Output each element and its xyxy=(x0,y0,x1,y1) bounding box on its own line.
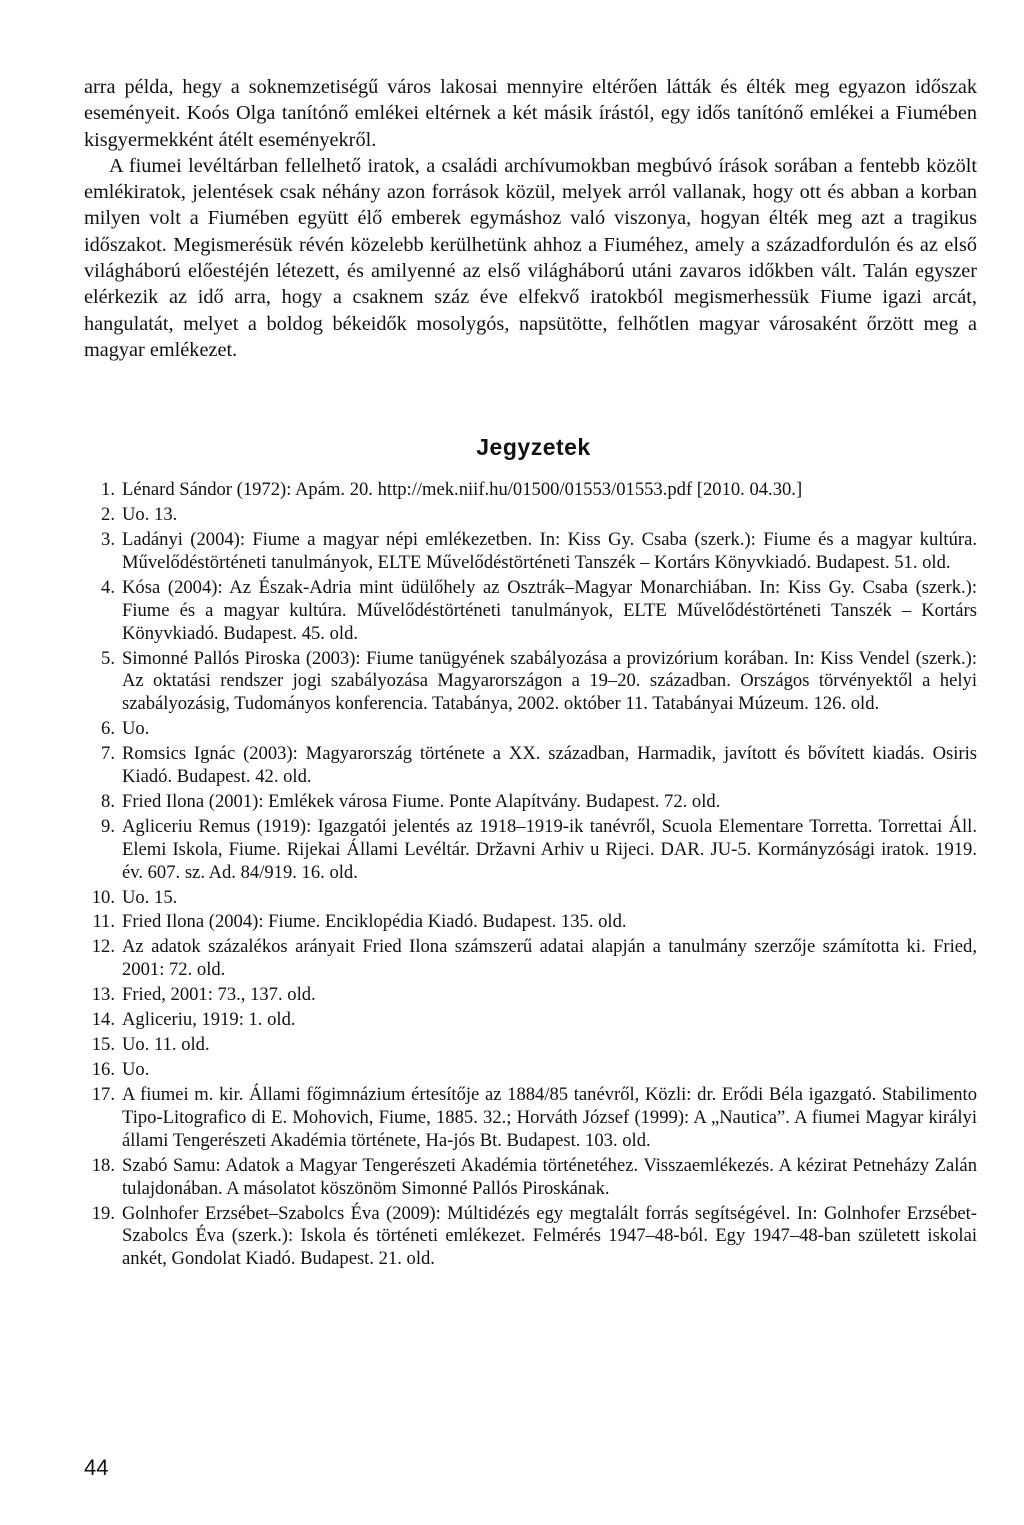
note-item xyxy=(84,1059,977,1082)
note-number: 15. xyxy=(91,1034,115,1056)
note-number: 10. xyxy=(91,886,115,908)
note-text: Agliceriu Remus (1919): Igazgatói jelentés az 1918–1919-ik tanévről, Scuola Elementare Torretta. Torrettai Áll. Elemi Iskola, Fiume. Rijekai Állami Levéltár. Državni Arhiv u Rijeci. DAR. JU-5. Kormányzósági iratok. 1919. év. 607. sz. Ad. 84/919. 16. old. xyxy=(122,815,977,883)
note-item xyxy=(84,816,977,884)
note-item xyxy=(84,887,977,910)
note-number: 5. xyxy=(101,647,115,669)
note-text: Fried Ilona (2004): Fiume. Enciklopédia Kiadó. Budapest. 135. old. xyxy=(122,911,627,933)
note-number: 7. xyxy=(101,743,115,765)
page-number: 44 xyxy=(84,1455,109,1480)
note-number: 11. xyxy=(92,911,115,933)
note-number: 17. xyxy=(91,1084,115,1106)
note-text: Agliceriu, 1919: 1. old. xyxy=(122,1009,296,1031)
note-text: Uo. 11. old. xyxy=(122,1034,210,1056)
note-number: 12. xyxy=(91,936,115,958)
note-text: Fried Ilona (2001): Emlékek városa Fiume. Ponte Alapítvány. Budapest. 72. old. xyxy=(122,790,721,812)
note-text: Kósa (2004): Az Észak-Adria mint üdülőhely az Osztrák–Magyar Monarchiában. In: Kiss Gy. Csaba (szerk.): Fiume és a magyar kultúra. Művelődéstörténeti tanulmányok, ELTE Művelődéstörténeti Tanszék – Kortárs Könyvkiadó. Budapest. 45. old. xyxy=(122,577,977,644)
note-number: 19. xyxy=(91,1202,115,1224)
note-item xyxy=(84,718,977,741)
note-item xyxy=(84,911,977,934)
note-number: 4. xyxy=(101,577,115,599)
note-number: 1. xyxy=(101,479,115,501)
note-text: A fiumei m. kir. Állami főgimnázium értesítője az 1884/85 tanévről, Közli: dr. Erődi Béla igazgató. Stabilimento Tipo-Litografico di E. Mohovich, Fiume, 1885. 32.; Horváth József (1999): A „Nautica”. A fiumei Magyar királyi állami Tengerészeti Akadémia története, Ha-jós Bt. Budapest. 103. old. xyxy=(122,1084,977,1151)
note-item xyxy=(84,743,977,789)
note-item xyxy=(84,936,977,982)
note-text: Uo. xyxy=(122,1059,150,1081)
note-item xyxy=(84,984,977,1007)
note-text: Simonné Pallós Piroska (2003): Fiume tanügyének szabályozása a provizórium korában. In: Kiss Vendel (szerk.): Az oktatási rendszer jogi szabályozása Magyarországon a 19–20. században. Országos törvényektől a helyi szabályozásig, Tudományos konferencia. Tatabánya, 2002. október 11. Tatabányai Múzeum. 126. old. xyxy=(122,647,977,715)
note-text: Uo. xyxy=(122,718,150,740)
note-number: 3. xyxy=(101,529,115,551)
note-number: 13. xyxy=(91,984,115,1006)
note-number: 9. xyxy=(101,815,115,837)
note-item xyxy=(84,791,977,814)
notes-list xyxy=(84,479,977,1271)
note-number: 8. xyxy=(101,790,115,812)
note-text: Uo. 13. xyxy=(122,504,178,526)
note-number: 18. xyxy=(91,1154,115,1176)
note-text: Az adatok százalékos arányait Fried Ilona számszerű adatai alapján a tanulmány szerzője számította ki. Fried, 2001: 72. old. xyxy=(122,936,977,981)
note-text: Lénard Sándor (1972): Apám. 20. http://mek.niif.hu/01500/01553/01553.pdf [2010. 04.30.] xyxy=(122,479,803,501)
note-number: 16. xyxy=(91,1059,115,1081)
note-item xyxy=(84,479,977,502)
note-text: Szabó Samu: Adatok a Magyar Tengerészeti Akadémia történetéhez. Visszaemlékezés. A kézirat Petneházy Zalán tulajdonában. A másolatot köszönöm Simonné Pallós Piroskának. xyxy=(122,1154,977,1199)
note-text: Romsics Ignác (2003): Magyarország története a XX. században, Harmadik, javított és bővített kiadás. Osiris Kiadó. Budapest. 42. old. xyxy=(122,743,977,787)
note-text: Fried, 2001: 73., 137. old. xyxy=(122,984,316,1006)
note-item xyxy=(84,504,977,527)
note-number: 6. xyxy=(101,718,115,740)
note-item xyxy=(84,529,977,575)
paragraph: arra példa, hegy a soknemzetiségű város lakosai mennyire eltérően látták és élték meg egyazon időszak eseményeit. Koós Olga tanítónő emlékei eltérnek a két másik írástól, egy idős tanítónő emlékei a Fiumében kisgyermekként átélt eseményekről. xyxy=(84,76,977,151)
page-content xyxy=(84,74,977,1273)
note-item xyxy=(84,1084,977,1152)
notes-heading: Jegyzetek xyxy=(476,434,591,461)
note-number: 14. xyxy=(91,1009,115,1031)
note-text: Uo. 15. xyxy=(122,886,178,908)
note-item xyxy=(84,1034,977,1057)
note-item xyxy=(84,648,977,716)
note-item xyxy=(84,1155,977,1201)
body-text xyxy=(84,74,977,363)
note-text: Golnhofer Erzsébet–Szabolcs Éva (2009): Múltidézés egy megtalált forrás segítségével. In: Golnhofer Erzsébet-Szabolcs Éva (szerk.): Iskola és történeti emlékezet. Felmérés 1947–48-ból. Egy 1947–48-ban született iskolai ankét, Gondolat Kiadó. Budapest. 21. old. xyxy=(122,1202,977,1270)
note-item xyxy=(84,1203,977,1271)
paragraph: A fiumei levéltárban fellelhető iratok, a családi archívumokban megbúvó írások sorában a fentebb közölt emlékiratok, jelentések csak néhány azon források közül, melyek arról vallanak, hogy ott és abban a korban milyen volt a Fiumében együtt élő emberek egymáshoz való viszonya, hogyan élték meg azt a tragikus időszakot. Megismerésük révén közelebb kerülhetünk ahhoz a Fiuméhez, amely a századfordulón és az első világháború előestéjén létezett, és amilyenné az első világháború utáni zavaros időkben vált. Talán egyszer elérkezik az idő arra, hogy a csaknem száz éve elfekvő iratokból megismerhessük Fiume igazi arcát, hangulatát, melyet a boldog békeidők mosolygós, napsütötte, felhőtlen magyar városaként őrzött meg a magyar emlékezet. xyxy=(84,154,977,361)
note-number: 2. xyxy=(101,504,115,526)
note-text: Ladányi (2004): Fiume a magyar népi emlékezetben. In: Kiss Gy. Csaba (szerk.): Fiume és a magyar kultúra. Művelődéstörténeti tanulmányok, ELTE Művelődéstörténeti Tanszék – Kortárs Könyvkiadó. Budapest. 51. old. xyxy=(122,529,977,574)
note-item xyxy=(84,577,977,645)
note-item xyxy=(84,1009,977,1032)
